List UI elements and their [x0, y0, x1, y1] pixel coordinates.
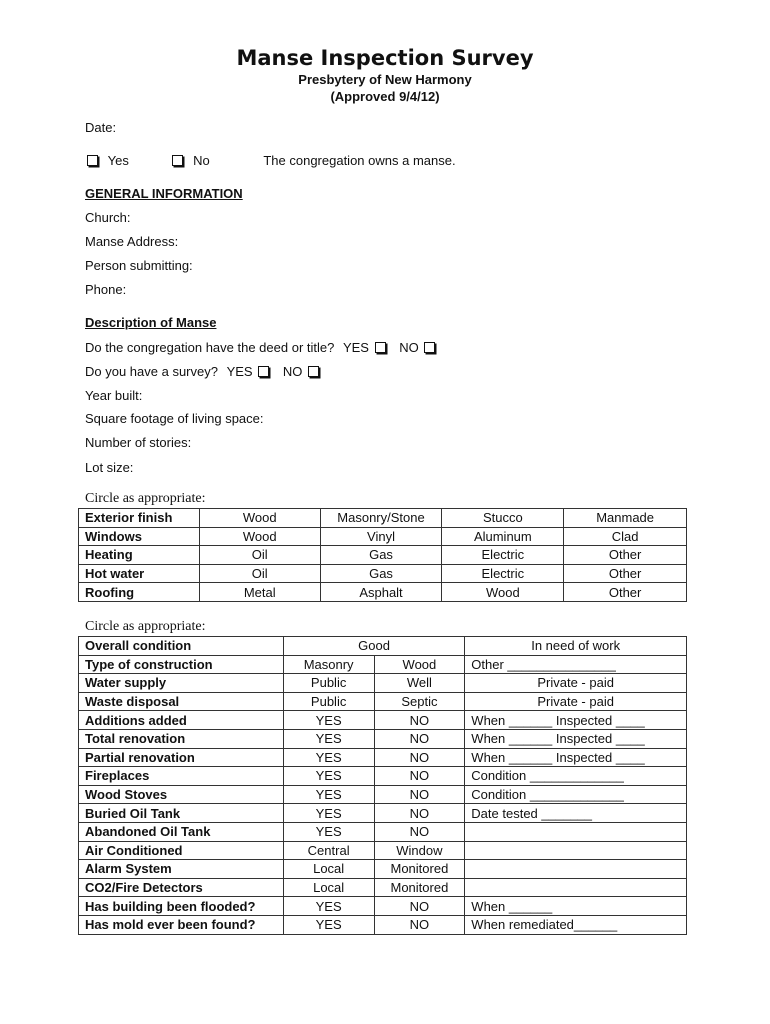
church-field: Church:: [85, 210, 131, 225]
row-label: Type of construction: [79, 655, 284, 674]
yes-label: Yes: [107, 153, 129, 168]
option-cell[interactable]: Monitored: [374, 860, 465, 879]
row-label: Total renovation: [79, 729, 284, 748]
ownership-statement: The congregation owns a manse.: [263, 153, 456, 168]
table-row: [79, 546, 687, 565]
option-cell[interactable]: Vinyl: [320, 527, 442, 546]
option-cell[interactable]: Wood: [199, 509, 320, 528]
row-label: Alarm System: [79, 860, 284, 879]
option-cell[interactable]: Electric: [442, 546, 564, 565]
row-label: Exterior finish: [79, 509, 200, 528]
table-row: [79, 785, 687, 804]
note-cell[interactable]: Private - paid: [465, 674, 687, 693]
option-cell[interactable]: Electric: [442, 564, 564, 583]
table-row: [79, 564, 687, 583]
survey-no-checkbox[interactable]: [308, 366, 319, 377]
table1-caption: Circle as appropriate:: [85, 491, 206, 506]
note-cell[interactable]: When ______ Inspected ____: [465, 729, 687, 748]
note-cell[interactable]: Private - paid: [465, 692, 687, 711]
no-label: No: [193, 153, 210, 168]
option-cell[interactable]: YES: [283, 711, 374, 730]
option-cell[interactable]: YES: [283, 915, 374, 934]
option-cell[interactable]: Public: [283, 692, 374, 711]
deed-no-checkbox[interactable]: [424, 342, 435, 353]
note-cell[interactable]: When ______: [465, 897, 687, 916]
row-label: Buried Oil Tank: [79, 804, 284, 823]
page-subtitle: Presbytery of New Harmony: [298, 72, 472, 87]
option-cell[interactable]: YES: [283, 785, 374, 804]
table-row: [79, 509, 687, 528]
table-row: [79, 655, 687, 674]
option-cell[interactable]: NO: [374, 767, 465, 786]
year-built-field: Year built:: [85, 388, 143, 403]
option-cell[interactable]: Oil: [199, 546, 320, 565]
header-good: Good: [283, 637, 465, 656]
phone-field: Phone:: [85, 282, 127, 297]
row-label: Waste disposal: [79, 692, 284, 711]
condition-table: [78, 636, 687, 935]
date-label: Date:: [85, 120, 117, 135]
row-label: Water supply: [79, 674, 284, 693]
table-row: [79, 692, 687, 711]
option-cell[interactable]: Stucco: [442, 509, 564, 528]
option-cell[interactable]: NO: [374, 729, 465, 748]
option-cell[interactable]: Monitored: [374, 878, 465, 897]
note-cell[interactable]: Condition _____________: [465, 767, 687, 786]
row-label: Hot water: [79, 564, 200, 583]
option-cell[interactable]: YES: [283, 729, 374, 748]
option-cell[interactable]: Manmade: [564, 509, 687, 528]
approval-date: (Approved 9/4/12): [330, 89, 440, 104]
option-cell[interactable]: Local: [283, 860, 374, 879]
survey-question-row: [85, 364, 321, 379]
option-cell[interactable]: NO: [374, 822, 465, 841]
deed-yes-checkbox[interactable]: [375, 342, 386, 353]
row-label: Wood Stoves: [79, 785, 284, 804]
row-label: Heating: [79, 546, 200, 565]
row-label: Windows: [79, 527, 200, 546]
header-label: Overall condition: [79, 637, 284, 656]
note-cell[interactable]: Condition _____________: [465, 785, 687, 804]
note-cell[interactable]: Date tested _______: [465, 804, 687, 823]
row-label: Air Conditioned: [79, 841, 284, 860]
note-cell[interactable]: [465, 822, 687, 841]
option-cell[interactable]: Window: [374, 841, 465, 860]
row-label: CO2/Fire Detectors: [79, 878, 284, 897]
option-cell[interactable]: YES: [283, 897, 374, 916]
option-cell[interactable]: Public: [283, 674, 374, 693]
table-row: [79, 527, 687, 546]
option-cell[interactable]: Gas: [320, 546, 442, 565]
table-row: [79, 897, 687, 916]
table-row: [79, 767, 687, 786]
option-cell[interactable]: Well: [374, 674, 465, 693]
row-label: Roofing: [79, 583, 200, 602]
table-row: [79, 674, 687, 693]
option-cell[interactable]: YES: [283, 748, 374, 767]
option-cell[interactable]: Asphalt: [320, 583, 442, 602]
person-submitting-field: Person submitting:: [85, 258, 193, 273]
table-row: [79, 841, 687, 860]
option-cell[interactable]: Metal: [199, 583, 320, 602]
note-cell[interactable]: When ______ Inspected ____: [465, 711, 687, 730]
survey-no-label: NO: [282, 364, 303, 379]
deed-question: Do the congregation have the deed or title?: [85, 340, 335, 355]
survey-question: Do you have a survey?: [85, 364, 218, 379]
row-label: Has building been flooded?: [79, 897, 284, 916]
note-cell[interactable]: Other _______________: [465, 655, 687, 674]
option-cell[interactable]: Central: [283, 841, 374, 860]
option-cell[interactable]: Masonry: [283, 655, 374, 674]
option-cell[interactable]: Wood: [442, 583, 564, 602]
option-cell[interactable]: YES: [283, 804, 374, 823]
manse-address-field: Manse Address:: [85, 234, 179, 249]
option-cell[interactable]: Other: [564, 546, 687, 565]
option-cell[interactable]: NO: [374, 804, 465, 823]
table-row: [79, 878, 687, 897]
description-heading: Description of Manse: [85, 315, 217, 330]
row-label: Abandoned Oil Tank: [79, 822, 284, 841]
option-cell[interactable]: Masonry/Stone: [320, 509, 442, 528]
row-label: Has mold ever been found?: [79, 915, 284, 934]
general-info-heading: GENERAL INFORMATION: [85, 186, 243, 201]
option-cell[interactable]: Septic: [374, 692, 465, 711]
materials-table: [78, 508, 687, 602]
option-cell[interactable]: NO: [374, 915, 465, 934]
option-cell[interactable]: Wood: [199, 527, 320, 546]
row-label: Fireplaces: [79, 767, 284, 786]
note-cell[interactable]: When remediated______: [465, 915, 687, 934]
deed-question-row: [85, 340, 437, 355]
option-cell[interactable]: Gas: [320, 564, 442, 583]
square-footage-field: Square footage of living space:: [85, 411, 264, 426]
option-cell[interactable]: NO: [374, 711, 465, 730]
option-cell[interactable]: NO: [374, 897, 465, 916]
table-row: [79, 711, 687, 730]
table-row: [79, 748, 687, 767]
lot-size-field: Lot size:: [85, 460, 134, 475]
survey-yes-label: YES: [226, 364, 253, 379]
yes-checkbox[interactable]: [87, 155, 98, 166]
number-of-stories-field: Number of stories:: [85, 435, 192, 450]
note-cell[interactable]: [465, 878, 687, 897]
table-row: [79, 729, 687, 748]
table-header-row: [79, 637, 687, 656]
option-cell[interactable]: Wood: [374, 655, 465, 674]
deed-yes-label: YES: [342, 340, 369, 355]
option-cell[interactable]: Aluminum: [442, 527, 564, 546]
page-title: Manse Inspection Survey: [236, 46, 534, 70]
option-cell[interactable]: YES: [283, 822, 374, 841]
table-row: [79, 860, 687, 879]
option-cell[interactable]: Clad: [564, 527, 687, 546]
option-cell[interactable]: NO: [374, 748, 465, 767]
deed-no-label: NO: [399, 340, 419, 355]
note-cell[interactable]: [465, 841, 687, 860]
survey-yes-checkbox[interactable]: [258, 366, 269, 377]
table-row: [79, 804, 687, 823]
option-cell[interactable]: YES: [283, 767, 374, 786]
table-row: [79, 915, 687, 934]
option-cell[interactable]: Oil: [199, 564, 320, 583]
option-cell[interactable]: Other: [564, 583, 687, 602]
no-checkbox[interactable]: [172, 155, 183, 166]
row-label: Additions added: [79, 711, 284, 730]
table-row: [79, 583, 687, 602]
option-cell[interactable]: Other: [564, 564, 687, 583]
header-need-work: In need of work: [465, 637, 687, 656]
option-cell[interactable]: Local: [283, 878, 374, 897]
table2-caption: Circle as appropriate:: [85, 619, 206, 634]
table-row: [79, 822, 687, 841]
note-cell[interactable]: [465, 860, 687, 879]
option-cell[interactable]: NO: [374, 785, 465, 804]
ownership-row: [85, 153, 456, 168]
note-cell[interactable]: When ______ Inspected ____: [465, 748, 687, 767]
row-label: Partial renovation: [79, 748, 284, 767]
